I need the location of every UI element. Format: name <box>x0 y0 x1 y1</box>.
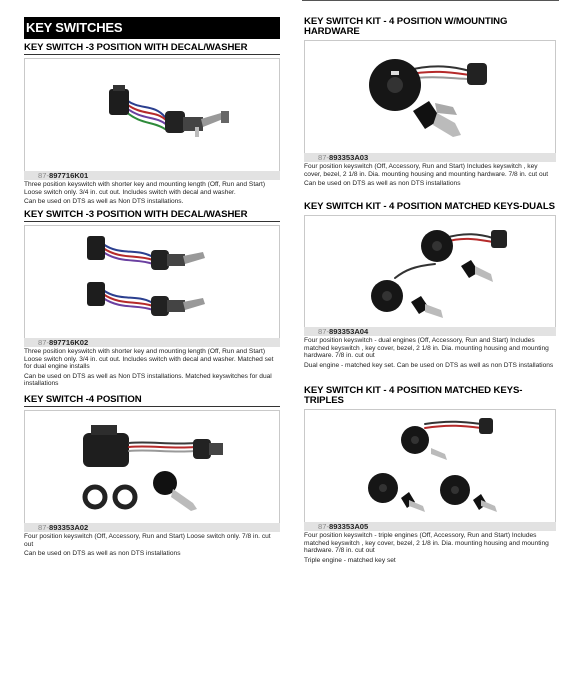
description-line: Can be used on DTS as well as non DTS installations <box>24 550 181 558</box>
part-prefix: 87- <box>318 153 329 162</box>
part-number-bar <box>304 327 556 336</box>
keyswitch-kit-duals-photo <box>305 216 555 327</box>
product-image-frame <box>24 225 280 338</box>
description-line: Four position keyswitch - triple engines (Off, Accessory, Run and Start) Includes matched keyswitch , key cover, bezel, 2 1/8 in. Dia. mounting housing and mounting hardware. 7/8 in. cut out <box>304 532 549 555</box>
product-description <box>304 163 556 188</box>
title-rule <box>24 221 280 222</box>
product-description <box>24 533 280 558</box>
description-line: Can be used on DTS as well as Non DTS installations. Matched keyswitches for dual installations <box>24 372 272 388</box>
part-prefix: 87- <box>318 327 329 336</box>
product-image-frame <box>24 58 280 171</box>
part-number: 897716K01 <box>48 171 89 180</box>
description-line: Can be used on DTS as well as Non DTS installations. <box>24 198 184 206</box>
description-line: Four position keyswitch (Off, Accessory, Run and Start) Includes keyswitch , key cover, bezel, 2 1/8 in. Dia. mounting housing and mounting hardware. 7/8 in. cut out <box>304 163 549 178</box>
product-title: KEY SWITCH -3 POSITION WITH DECAL/WASHER <box>24 209 248 220</box>
top-rule <box>302 0 559 1</box>
product-title: KEY SWITCH KIT - 4 POSITION W/MOUNTING HARDWARE <box>304 16 508 37</box>
description-line: Three position keyswitch with shorter key and mounting length (Off, Run and Start) Loose switch only. 3/4 in. cut out. Includes switch with decal and washer. <box>24 181 266 196</box>
title-rule <box>24 406 280 407</box>
product-description <box>304 532 556 564</box>
part-number-bar <box>304 522 556 531</box>
product-item-897716K01 <box>24 43 280 206</box>
product-item-897716K02 <box>24 210 280 388</box>
product-image-frame <box>304 409 556 522</box>
part-prefix: 87- <box>38 171 49 180</box>
description-line: Dual engine - matched key set. Can be used on DTS as well as non DTS installations <box>304 361 554 369</box>
product-description <box>24 348 280 388</box>
section-banner <box>24 17 280 39</box>
keyswitch-kit-triples-photo <box>305 410 555 522</box>
product-item-893353A04 <box>304 202 556 369</box>
title-rule <box>24 54 280 55</box>
product-description <box>304 337 556 369</box>
product-title: KEY SWITCH -4 POSITION <box>24 394 142 405</box>
part-number-bar <box>24 523 280 532</box>
section-title: KEY SWITCHES <box>26 20 123 35</box>
product-image-frame <box>304 215 556 327</box>
description-line: Can be used on DTS as well as non DTS installations <box>304 180 461 188</box>
description-line: Four position keyswitch (Off, Accessory, Run and Start) Loose switch only. 7/8 in. cut out <box>24 533 271 548</box>
keyswitch-3pos-pair-photo <box>25 226 279 338</box>
part-prefix: 87- <box>38 338 49 347</box>
product-item-893353A03 <box>304 17 556 188</box>
part-number: 893353A02 <box>48 523 89 532</box>
product-title: KEY SWITCH KIT - 4 POSITION MATCHED KEYS-DUALS <box>304 201 555 212</box>
part-number-bar <box>304 153 556 162</box>
product-title: KEY SWITCH -3 POSITION WITH DECAL/WASHER <box>24 42 248 53</box>
part-number: 893353A05 <box>328 522 369 531</box>
description-line: Four position keyswitch - dual engines (Off, Accessory, Run and Start) Includes matched keyswitch , key cover, bezel, 2 1/8 in. Dia. mounting housing and mounting hardware. 7/8 in. cut out <box>304 337 549 360</box>
part-prefix: 87- <box>318 522 329 531</box>
part-prefix: 87- <box>38 523 49 532</box>
product-item-893353A05 <box>304 386 556 564</box>
product-description <box>24 181 280 206</box>
part-number: 897716K02 <box>48 338 89 347</box>
part-number-bar <box>24 171 280 180</box>
product-title: KEY SWITCH KIT - 4 POSITION MATCHED KEYS-TRIPLES <box>304 385 523 406</box>
part-number-bar <box>24 338 280 347</box>
keyswitch-kit-photo <box>305 41 555 153</box>
product-image-frame <box>24 410 280 523</box>
keyswitch-4pos-photo <box>25 411 279 523</box>
keyswitch-3pos-photo <box>25 59 279 171</box>
product-item-893353A02 <box>24 395 280 558</box>
description-line: Three position keyswitch with shorter key and mounting length (Off, Run and Start) Loose switch only. 3/4 in. cut out. Includes switch with decal and washer. Matched set for dual engine installs <box>24 348 274 371</box>
part-number: 893353A03 <box>328 153 369 162</box>
product-image-frame <box>304 40 556 153</box>
description-line: Triple engine - matched key set <box>304 556 396 564</box>
part-number: 893353A04 <box>328 327 369 336</box>
